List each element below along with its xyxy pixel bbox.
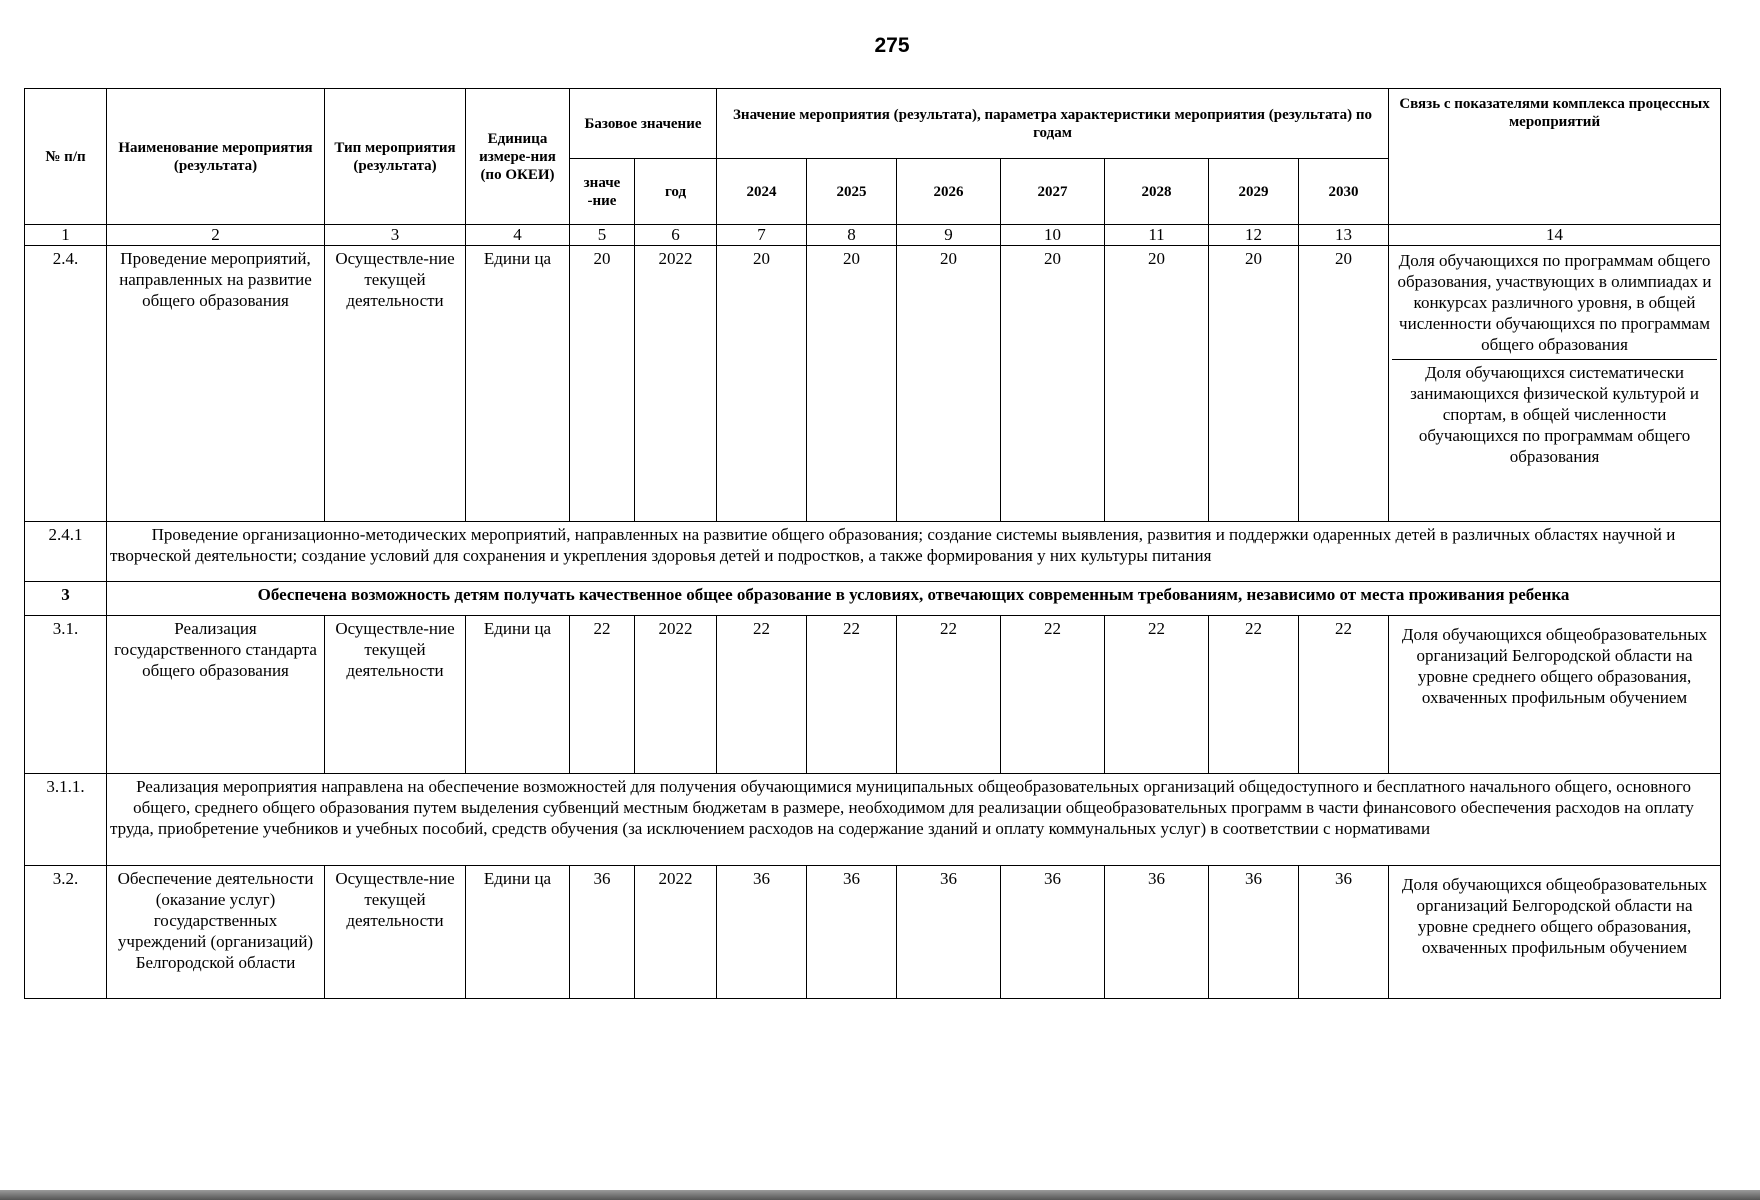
header-link: Связь с показателями комплекса процессных мероприятий — [1389, 89, 1721, 225]
column-number: 9 — [897, 225, 1001, 246]
activity-name: Проведение мероприятий, направленных на развитие общего образования — [107, 246, 325, 522]
header-year-2030: 2030 — [1299, 159, 1389, 225]
value-2030: 22 — [1299, 616, 1389, 774]
activity-type: Осуществле-ние текущей деятельности — [325, 616, 466, 774]
header-year-2027: 2027 — [1001, 159, 1105, 225]
base-year: 2022 — [635, 246, 717, 522]
base-value: 22 — [570, 616, 635, 774]
header-year-2028: 2028 — [1105, 159, 1209, 225]
value-2029: 20 — [1209, 246, 1299, 522]
value-2027: 36 — [1001, 866, 1105, 999]
value-2027: 20 — [1001, 246, 1105, 522]
header-years-group: Значение мероприятия (результата), параметра характеристики мероприятия (результата) по годам — [717, 89, 1389, 159]
table-row-3-1-1 — [25, 774, 1721, 866]
table-row-2-4 — [25, 246, 1721, 522]
column-number: 10 — [1001, 225, 1105, 246]
indicator-link: Доля обучающихся общеобразовательных организаций Белгородской области на уровне среднего общего образования, охваченных профильным обучением — [1389, 616, 1721, 774]
column-number: 8 — [807, 225, 897, 246]
value-2026: 36 — [897, 866, 1001, 999]
header-num: № п/п — [25, 89, 107, 225]
value-2024: 20 — [717, 246, 807, 522]
indicator-link: Доля обучающихся по программам общего образования, участвующих в олимпиадах и конкурсах различного уровня, в общей численности обучающихся по программам общего образования — [1392, 248, 1717, 360]
base-year: 2022 — [635, 616, 717, 774]
unit: Едини ца — [466, 866, 570, 999]
activity-type: Осуществле-ние текущей деятельности — [325, 246, 466, 522]
column-number: 11 — [1105, 225, 1209, 246]
value-2024: 22 — [717, 616, 807, 774]
header-base-year: год — [635, 159, 717, 225]
section-title: Обеспечена возможность детям получать качественное общее образование в условиях, отвечающих современным требованиям, независимо от места проживания ребенка — [107, 582, 1721, 616]
column-number: 3 — [325, 225, 466, 246]
value-2028: 36 — [1105, 866, 1209, 999]
value-2030: 20 — [1299, 246, 1389, 522]
base-value: 20 — [570, 246, 635, 522]
scan-edge-bar — [0, 1190, 1760, 1200]
unit: Едини ца — [466, 246, 570, 522]
value-2025: 36 — [807, 866, 897, 999]
column-number: 7 — [717, 225, 807, 246]
header-base: Базовое значение — [570, 89, 717, 159]
indicator-link: Доля обучающихся систематически занимающихся физической культурой и спортам, в общей численности обучающихся по программам общего образования — [1410, 363, 1699, 466]
value-2025: 20 — [807, 246, 897, 522]
value-2030: 36 — [1299, 866, 1389, 999]
table-row-3 — [25, 582, 1721, 616]
table-row-3-2 — [25, 866, 1721, 999]
activity-name: Обеспечение деятельности (оказание услуг) государственных учреждений (организаций) Белгородской области — [107, 866, 325, 999]
column-numbers-row — [25, 225, 1721, 246]
table-row-3-1 — [25, 616, 1721, 774]
column-number: 14 — [1389, 225, 1721, 246]
header-year-2024: 2024 — [717, 159, 807, 225]
header-year-2025: 2025 — [807, 159, 897, 225]
base-value: 36 — [570, 866, 635, 999]
row-num: 3 — [25, 582, 107, 616]
value-2026: 20 — [897, 246, 1001, 522]
value-2024: 36 — [717, 866, 807, 999]
column-number: 13 — [1299, 225, 1389, 246]
header-type: Тип мероприятия (результата) — [325, 89, 466, 225]
activities-table — [24, 88, 1721, 999]
value-2027: 22 — [1001, 616, 1105, 774]
activity-description: Реализация мероприятия направлена на обеспечение возможностей для получения обучающимися муниципальных общеобразовательных организаций общедоступного и бесплатного начального общего, основного общего, среднего общего образования путем выделения субвенций местным бюджетам в размере, необходимом для реализации общеобразовательных программ в части финансового обеспечения расходов на оплату труда, приобретение учебников и учебных пособий, средств обучения (за исключением расходов на содержание зданий и оплату коммунальных услуг) в соответствии с нормативами — [107, 774, 1721, 866]
activity-description: Проведение организационно-методических мероприятий, направленных на развитие общего образования; создание системы выявления, развития и поддержки одаренных детей в различных областях научной и творческой деятельности; создание условий для сохранения и укрепления здоровья детей и подростков, а также формирования у них культуры питания — [107, 522, 1721, 582]
row-num: 3.2. — [25, 866, 107, 999]
table-row-2-4-1 — [25, 522, 1721, 582]
value-2026: 22 — [897, 616, 1001, 774]
header-year-2029: 2029 — [1209, 159, 1299, 225]
column-number: 5 — [570, 225, 635, 246]
activity-name: Реализация государственного стандарта общего образования — [107, 616, 325, 774]
column-number: 2 — [107, 225, 325, 246]
base-year: 2022 — [635, 866, 717, 999]
header-year-2026: 2026 — [897, 159, 1001, 225]
value-2028: 20 — [1105, 246, 1209, 522]
column-number: 1 — [25, 225, 107, 246]
header-unit: Единица измере-ния (по ОКЕИ) — [466, 89, 570, 225]
value-2029: 36 — [1209, 866, 1299, 999]
row-num: 3.1.1. — [25, 774, 107, 866]
column-number: 12 — [1209, 225, 1299, 246]
header-base-value: значе -ние — [570, 159, 635, 225]
header-name: Наименование мероприятия (результата) — [107, 89, 325, 225]
row-num: 2.4. — [25, 246, 107, 522]
activity-type: Осуществле-ние текущей деятельности — [325, 866, 466, 999]
row-num: 3.1. — [25, 616, 107, 774]
indicator-link: Доля обучающихся общеобразовательных организаций Белгородской области на уровне среднего общего образования, охваченных профильным обучением — [1389, 866, 1721, 999]
unit: Едини ца — [466, 616, 570, 774]
page-number: 275 — [874, 34, 910, 57]
column-number: 4 — [466, 225, 570, 246]
value-2025: 22 — [807, 616, 897, 774]
indicator-links — [1389, 246, 1721, 522]
column-number: 6 — [635, 225, 717, 246]
value-2029: 22 — [1209, 616, 1299, 774]
value-2028: 22 — [1105, 616, 1209, 774]
row-num: 2.4.1 — [25, 522, 107, 582]
